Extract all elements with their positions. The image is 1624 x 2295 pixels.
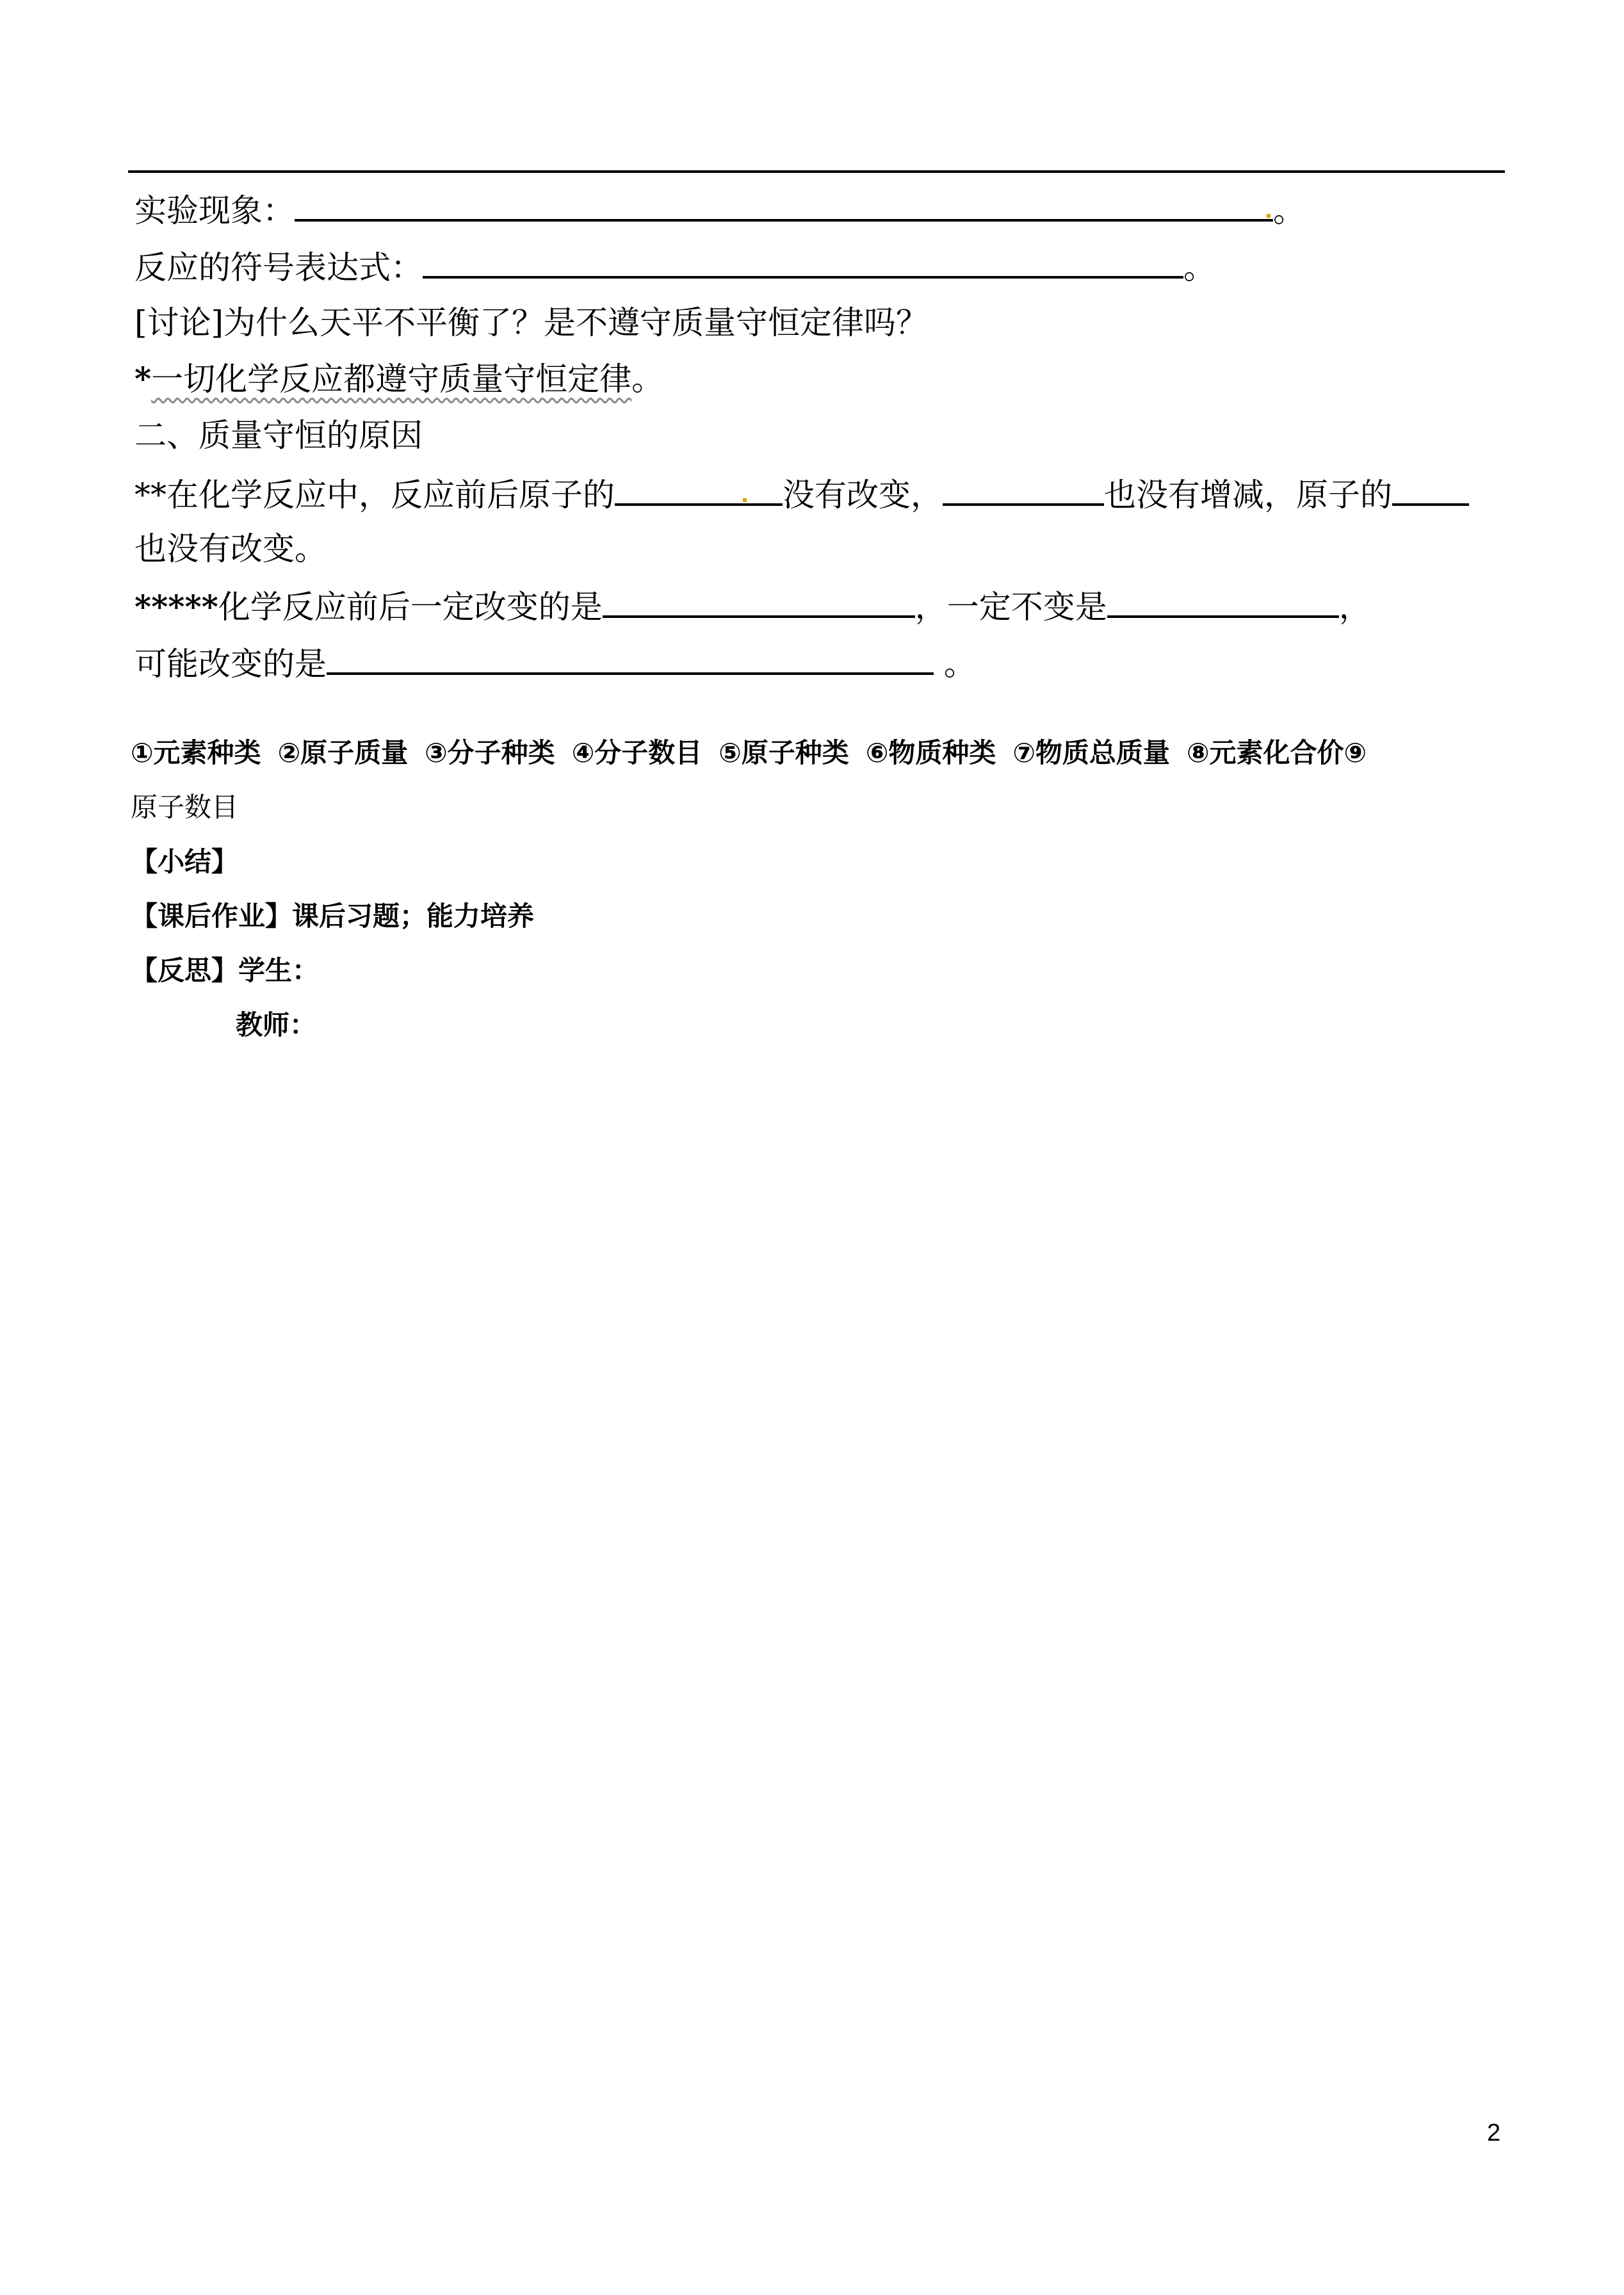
header-rule: [128, 170, 1505, 173]
options-continued: 原子数目: [131, 791, 239, 823]
symbol-expression-line: 反应的符号表达式： 。: [134, 247, 1215, 287]
atom-conservation-line: **在化学反应中，反应前后原子的 没有改变， 也没有增减，原子的: [134, 474, 1469, 514]
conservation-emphasis: 一切化学反应都遵守质量守恒定律: [151, 361, 632, 398]
experiment-phenomenon-line: 实验现象： 。: [134, 190, 1305, 230]
section-heading-reason: 二、质量守恒的原因: [134, 417, 423, 454]
atom-blank-3[interactable]: [1392, 474, 1469, 506]
homework-heading: 【课后作业】课后习题；能力培养: [131, 900, 535, 932]
must-change-blank[interactable]: [603, 586, 915, 618]
unchanged-blank[interactable]: [1107, 586, 1339, 618]
option-item: ⑤原子种类: [719, 737, 849, 768]
summary-heading: 【小结】: [131, 846, 239, 877]
atom-blank-1[interactable]: [615, 474, 783, 506]
conservation-statement: *一切化学反应都遵守质量守恒定律。: [134, 360, 664, 398]
page-number: 2: [1487, 2120, 1501, 2146]
option-item: ⑦物质总质量: [1012, 737, 1170, 768]
option-item: ⑧元素化合价⑨: [1186, 737, 1367, 768]
atom-blank-2[interactable]: [943, 474, 1104, 506]
discussion-question: [讨论]为什么天平不平衡了？是不遵守质量守恒定律吗？: [134, 304, 929, 341]
options-list: [131, 735, 1367, 771]
change-question-line: *****化学反应前后一定改变的是 ，一定不变是 ，: [134, 586, 1371, 626]
symbol-expression-blank[interactable]: [423, 247, 1183, 279]
may-change-blank[interactable]: [327, 643, 934, 675]
option-item: ②原子质量: [277, 737, 409, 768]
reflection-student: 【反思】学生：: [131, 955, 320, 986]
atom-conservation-continued: 也没有改变。: [134, 530, 327, 567]
option-item: ③分子种类: [425, 737, 555, 768]
reflection-teacher: 教师：: [236, 1009, 317, 1041]
experiment-phenomenon-blank[interactable]: [295, 190, 1273, 222]
option-item: ①元素种类: [131, 737, 261, 768]
option-item: ④分子数目: [571, 737, 702, 768]
may-change-line: 可能改变的是 。: [134, 643, 976, 683]
symbol-expression-label: 反应的符号表达式：: [134, 249, 423, 286]
experiment-phenomenon-label: 实验现象：: [134, 192, 295, 229]
option-item: ⑥物质种类: [865, 737, 996, 768]
